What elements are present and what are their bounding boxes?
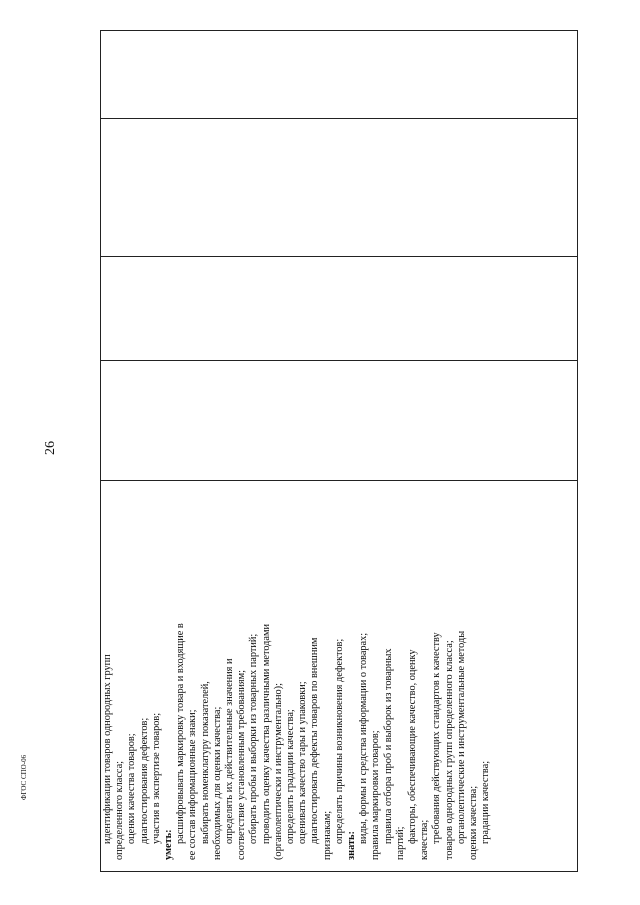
- text-line: расшифровывать маркировку товара и входящие в: [175, 623, 187, 844]
- text-line: правила маркировки товаров;: [370, 730, 382, 860]
- column-divider: [101, 256, 577, 257]
- text-line: товаров однородных групп определенного класса;: [443, 640, 455, 860]
- text-line: диагностировать дефекты товаров по внешним: [309, 637, 321, 844]
- text-line: правила отбора проб и выборок из товарных: [382, 648, 394, 844]
- text-line: оценки качества товаров;: [126, 733, 138, 844]
- text-line: органолептические и инструментальные методы: [455, 630, 467, 844]
- text-line: определенного класса;: [114, 760, 126, 860]
- text-line: соответствие установленным требованиям;: [236, 669, 248, 860]
- text-line: уметь:: [163, 829, 175, 860]
- competencies-cell: [102, 480, 570, 860]
- text-line: знать:: [346, 831, 358, 860]
- text-line: необходимых для оценки качества;: [211, 706, 223, 860]
- text-line: участия в экспертизе товаров;: [150, 712, 162, 844]
- page-number: 26: [43, 441, 58, 455]
- text-line: признакам;: [321, 810, 333, 860]
- text-line: определять их действительные значения и: [224, 658, 236, 844]
- text-line: идентификации товаров однородных групп: [102, 654, 113, 844]
- text-line: партий;: [394, 826, 406, 860]
- text-line: виды, формы и средства информации о товарах;: [358, 632, 370, 844]
- text-line: качества;: [419, 819, 431, 860]
- text-line: оценки качества;: [468, 785, 480, 860]
- column-divider: [101, 360, 577, 361]
- text-line: требования действующих стандартов к качеству: [431, 632, 443, 844]
- text-line: факторы, обеспечивающие качество, оценку: [407, 649, 419, 844]
- text-line: определять градации качества;: [285, 709, 297, 844]
- rotated-table-page: [100, 30, 578, 872]
- text-line: ее состав информационные знаки;: [187, 709, 199, 860]
- column-divider: [101, 118, 577, 119]
- text-line: (органолептически и инструментально);: [272, 683, 284, 860]
- text-line: градации качества;: [480, 760, 492, 844]
- text-line: оценивать качество тары и упаковки;: [297, 681, 309, 844]
- footer-code: ФГОС СПО-06: [20, 754, 28, 800]
- text-line: определять причины возникновения дефектов;: [333, 638, 345, 844]
- text-line: выбирать номенклатуру показателей,: [199, 681, 211, 844]
- text-line: отбирать пробы и выборки из товарных партий;: [248, 633, 260, 844]
- text-line: диагностирования дефектов;: [138, 717, 150, 844]
- text-line: проводить оценку качества различными методами: [260, 623, 272, 844]
